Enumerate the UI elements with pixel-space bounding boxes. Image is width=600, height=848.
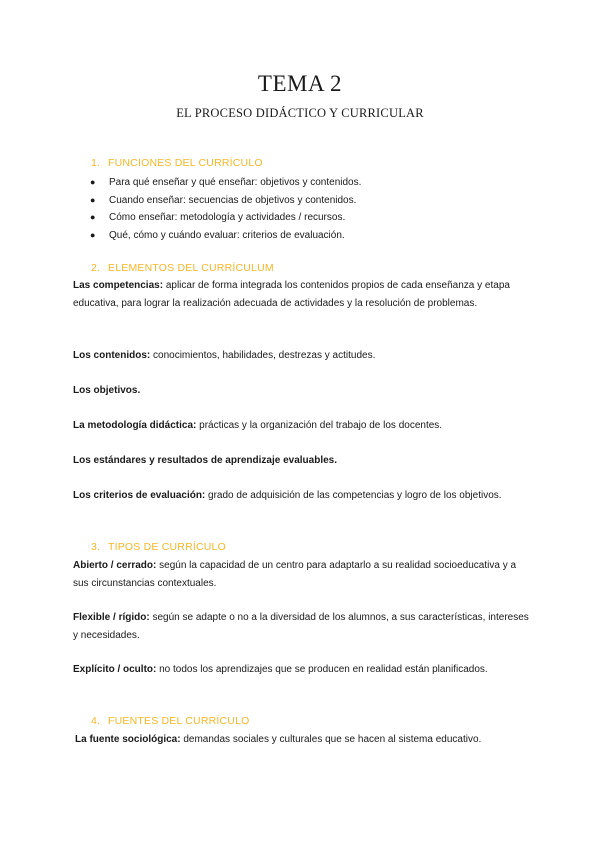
page-subtitle: EL PROCESO DIDÁCTICO Y CURRICULAR [176,106,424,120]
definition-competencias: Las competencias: aplicar de forma integrada los contenidos propios de cada enseñanza y etapa educativa, para lograr la realización adecuada de actividades y la resolución de problemas. [73,280,510,309]
section-title: TIPOS DE CURRÍCULO [108,541,226,553]
definition-estandares: Los estándares y resultados de aprendizaje evaluables. [73,455,337,466]
definition-explicito-oculto: Explícito / oculto: no todos los aprendizajes que se producen en realidad están planificados. [73,664,488,675]
section-number: 4. [91,715,101,727]
bullet-icon: ● [90,194,96,205]
section-heading-tipos [91,541,226,553]
list-item: ● Para qué enseñar y qué enseñar: objetivos y contenidos. [90,174,361,192]
list-item: ● Qué, cómo y cuándo evaluar: criterios de evaluación. [90,227,361,245]
section-number: 3. [91,541,101,553]
section-number: 1. [91,157,101,169]
section-title: ELEMENTOS DEL CURRÍCULUM [108,262,274,274]
bullet-icon: ● [90,229,96,240]
section-title: FUENTES DEL CURRÍCULO [108,715,250,727]
definition-flexible-rigido: Flexible / rígido: según se adapte o no a la diversidad de los alumnos, a sus características, intereses y necesidades. [73,612,529,641]
definition-contenidos: Los contenidos: conocimientos, habilidades, destrezas y actitudes. [73,350,376,361]
bullet-list [90,174,361,244]
list-item: ● Cómo enseñar: metodología y actividades / recursos. [90,209,361,227]
definition-abierto-cerrado: Abierto / cerrado: según la capacidad de un centro para adaptarlo a su realidad socioeducativa y a sus circunstancias contextuales. [73,560,517,589]
definition-objetivos: Los objetivos. [73,385,141,396]
section-heading-funciones [91,157,263,169]
section-number: 2. [91,262,101,274]
list-item: ● Cuando enseñar: secuencias de objetivos y contenidos. [90,192,361,210]
page-title: TEMA 2 [257,71,343,96]
bullet-icon: ● [90,177,96,187]
definition-criterios: Los criterios de evaluación: grado de adquisición de las competencias y logro de los objetivos. [73,490,502,501]
section-title: FUNCIONES DEL CURRÍCULO [108,157,263,169]
section-heading-elementos [91,262,274,274]
section-heading-fuentes [91,715,250,727]
bullet-icon: ● [90,212,96,222]
definition-metodologia: La metodología didáctica: prácticas y la organización del trabajo de los docentes. [73,420,443,431]
definition-fuente-sociologica: La fuente sociológica: demandas sociales y culturales que se hacen al sistema educativo. [75,734,482,745]
